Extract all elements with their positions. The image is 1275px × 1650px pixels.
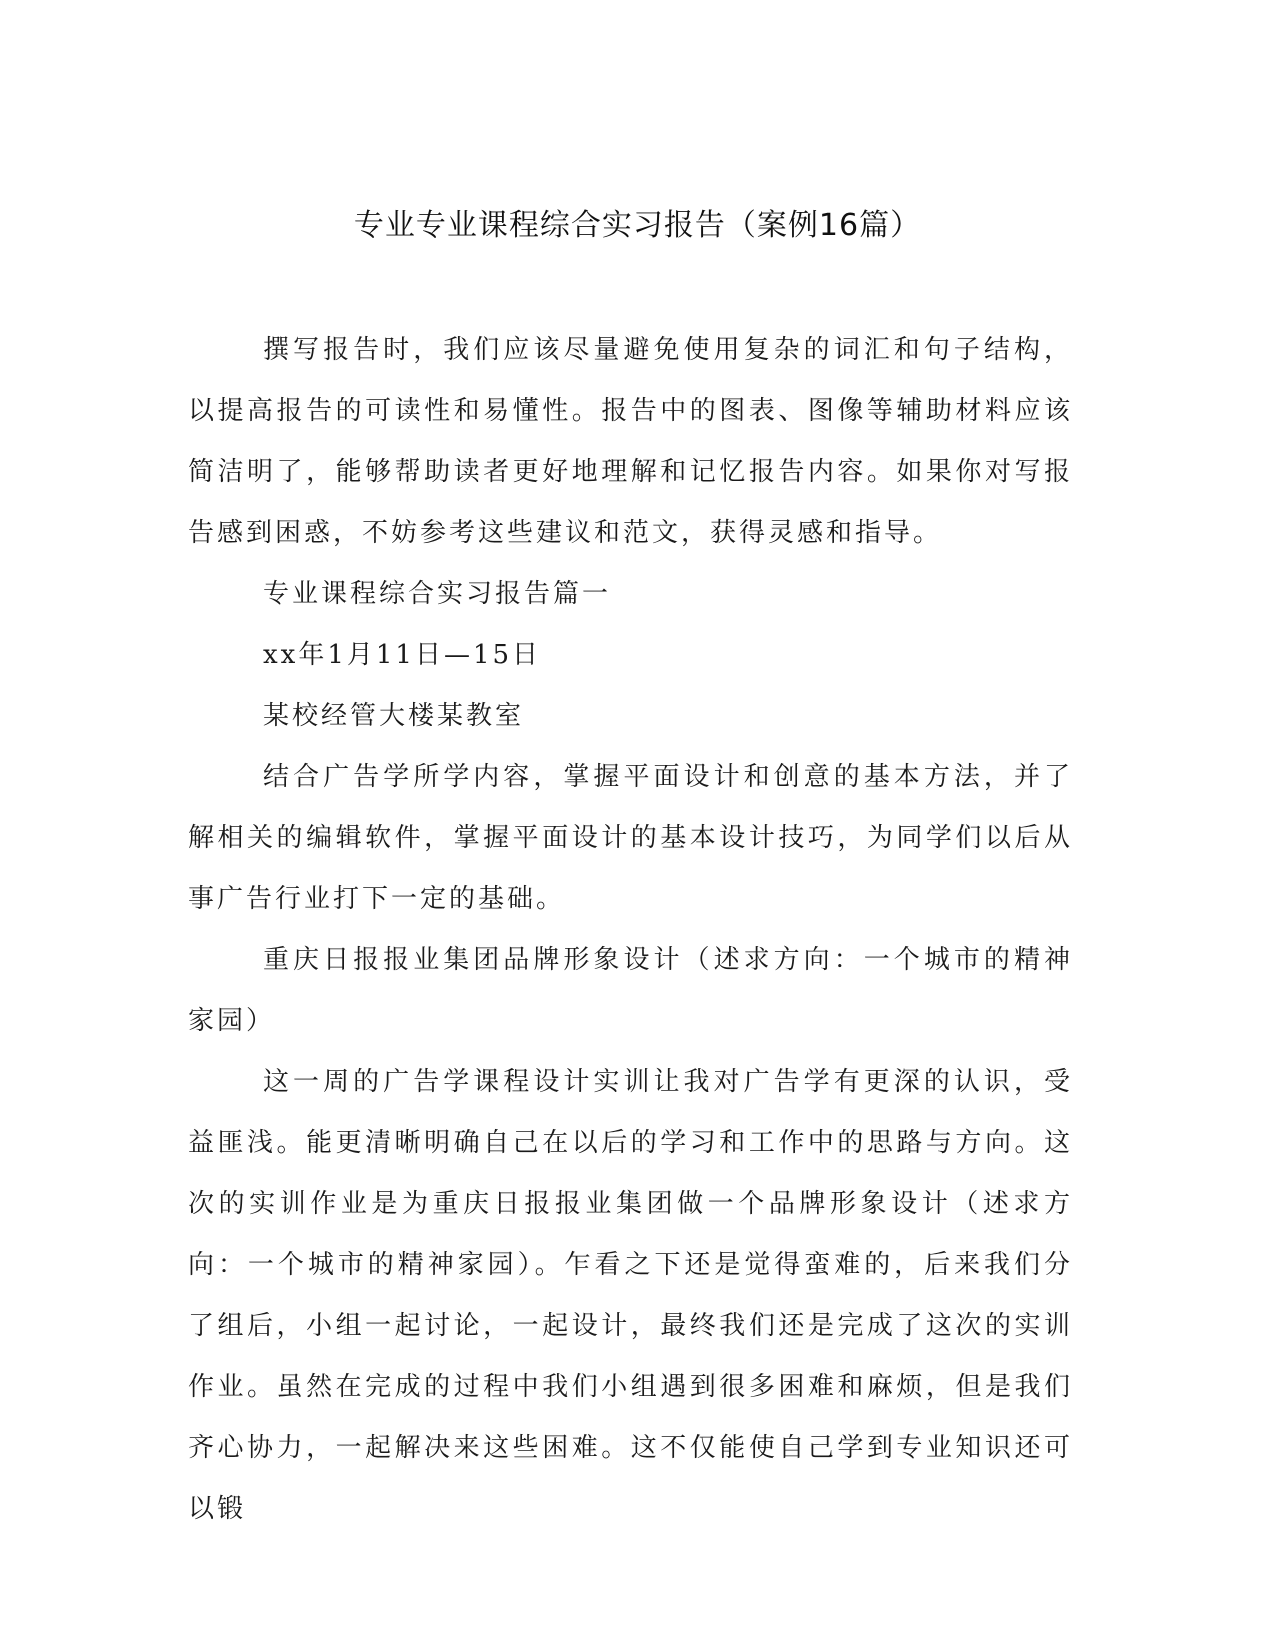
topic-paragraph: 重庆日报报业集团品牌形象设计（述求方向：一个城市的精神家园）	[188, 945, 1073, 1036]
document-body	[188, 320, 1073, 1540]
document-title: 专业专业课程综合实习报告（案例16篇）	[353, 208, 922, 243]
section-heading: 专业课程综合实习报告篇一	[263, 579, 612, 609]
date-line: xx年1月11日—15日	[263, 640, 542, 670]
intro-paragraph: 撰写报告时，我们应该尽量避免使用复杂的词汇和句子结构，以提高报告的可读性和易懂性。报告中的图表、图像等辅助材料应该简洁明了，能够帮助读者更好地理解和记忆报告内容。如果你对写报告感到困惑，不妨参考这些建议和范文，获得灵感和指导。	[188, 335, 1073, 548]
objective-paragraph: 结合广告学所学内容，掌握平面设计和创意的基本方法，并了解相关的编辑软件，掌握平面设计的基本设计技巧，为同学们以后从事广告行业打下一定的基础。	[188, 762, 1073, 914]
location-line: 某校经管大楼某教室	[263, 701, 525, 731]
reflection-paragraph: 这一周的广告学课程设计实训让我对广告学有更深的认识，受益匪浅。能更清晰明确自己在以后的学习和工作中的思路与方向。这次的实训作业是为重庆日报报业集团做一个品牌形象设计（述求方向：一个城市的精神家园）。乍看之下还是觉得蛮难的，后来我们分了组后，小组一起讨论，一起设计，最终我们还是完成了这次的实训作业。虽然在完成的过程中我们小组遇到很多困难和麻烦，但是我们齐心协力，一起解决来这些困难。这不仅能使自己学到专业知识还可以锻	[188, 1067, 1073, 1524]
